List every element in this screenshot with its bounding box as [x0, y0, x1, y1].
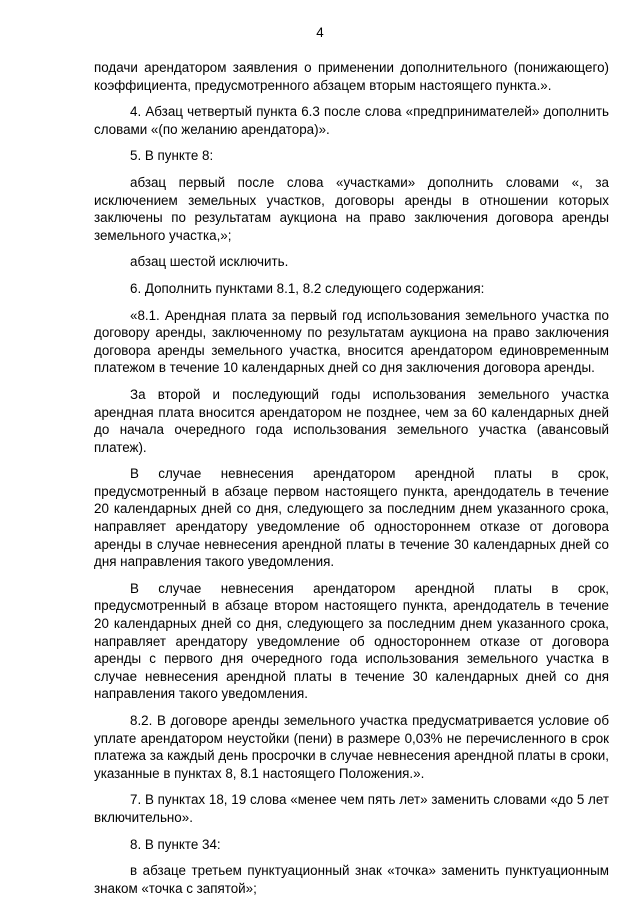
paragraph-8-1-third: В случае невнесения арендатором арендной платы в срок, предусмотренный в абзаце первом настоящего пункта, арендодатель в течение 20 календарных дней со дня, следующего за последним днем указанного срока, направляет арендатору уведомление об одностороннем отказе от договора аренды в случае невнесения арендной платы в течение 30 календарных дней со дня направления такого уведомления.	[94, 466, 609, 570]
paragraph-item-8-third-abzac: в абзаце третьем пунктуационный знак «точка» заменить пунктуационным знаком «точка с запятой»;	[94, 863, 609, 896]
paragraph-8-1-second: За второй и последующий годы использования земельного участка арендная плата вносится арендатором не позднее, чем за 60 календарных дней до начала очередного года использования земельного участка (авансовый платеж).	[94, 386, 609, 455]
paragraph-item-5-first-abzac: абзац первый после слова «участками» дополнить словами «, за исключением земельных участков, договоры аренды в отношении которых заключены по результатам аукциона на право заключения договора аренды земельного участка,»;	[94, 174, 609, 243]
document-body	[94, 59, 609, 906]
paragraph-item-5-heading: 5. В пункте 8:	[130, 148, 214, 164]
paragraph-continuation: подачи арендатором заявления о применении дополнительного (понижающего) коэффициента, предусмотренного абзацем вторым настоящего пункта.».	[94, 60, 609, 93]
paragraph-item-6-heading: 6. Дополнить пунктами 8.1, 8.2 следующего содержания:	[130, 280, 485, 296]
paragraph-item-8-heading: 8. В пункте 34:	[130, 836, 221, 852]
paragraph-8-1-fourth: В случае невнесения арендатором арендной платы в срок, предусмотренный в абзаце втором настоящего пункта, арендодатель в течение 20 календарных дней со дня, следующего за последним днем указанного срока, направляет арендатору уведомление об одностороннем отказе от договора аренды с первого дня очередного года использования земельного участка в случае невнесения арендной платы в течение 30 календарных дней со дня направления такого уведомления.	[94, 580, 609, 702]
paragraph-item-5-sixth-abzac: абзац шестой исключить.	[130, 254, 289, 270]
paragraph-8-1-first: «8.1. Арендная плата за первый год использования земельного участка по договору аренды, заключенному по результатам аукциона на право заключения договора аренды земельного участка, вносится арендатором единовременным платежом в течение 10 календарных дней со дня заключения договора аренды.	[94, 307, 609, 376]
paragraph-item-4: 4. Абзац четвертый пункта 6.3 после слова «предпринимателей» дополнить словами «(по желанию арендатора)».	[94, 104, 609, 137]
page-number: 4	[316, 25, 324, 40]
paragraph-item-7: 7. В пунктах 18, 19 слова «менее чем пять лет» заменить словами «до 5 лет включительно».	[94, 792, 609, 825]
paragraph-8-2: 8.2. В договоре аренды земельного участка предусматривается условие об уплате арендатором неустойки (пени) в размере 0,03% не перечисленного в срок платежа за каждый день просрочки в случае невнесения арендной платы в сроки, указанные в пунктах 8, 8.1 настоящего Положения.».	[94, 713, 609, 781]
